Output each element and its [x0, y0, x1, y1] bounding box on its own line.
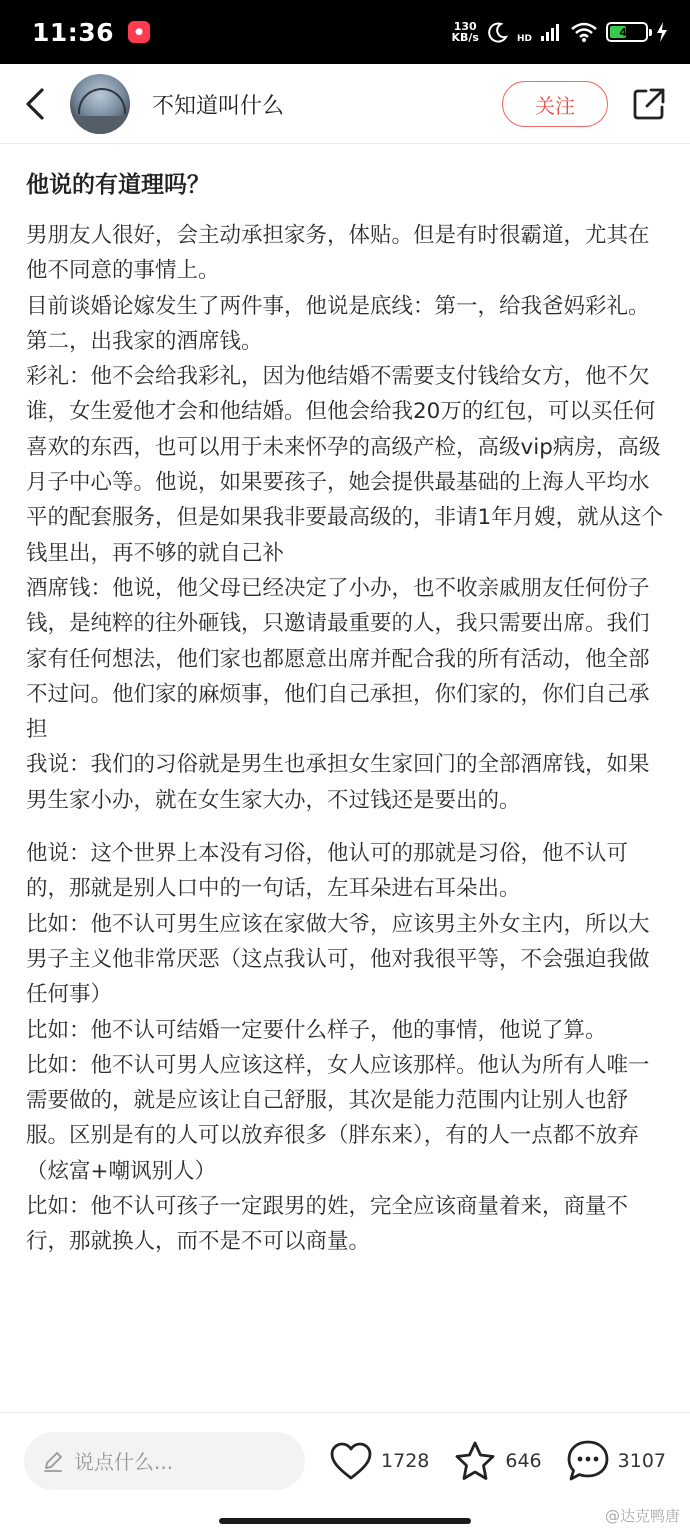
comment-button[interactable] [566, 1439, 666, 1483]
star-icon [453, 1440, 497, 1482]
post-paragraph: 比如：他不认可男生应该在家做大爷，应该男主外女主内，所以大男子主义他非常厌恶（这点我认可，他对我很平等，不会强迫我做任何事） [26, 911, 650, 1008]
share-button[interactable] [608, 64, 690, 144]
post-paragraph: 比如：他不认可男人应该这样，女人应该那样。他认为所有人唯一需要做的，就是应该让自己舒服，其次是能力范围内让别人也舒服。区别是有的人可以放弃很多（胖东来），有的人一点都不放弃（炫富+嘲讽别人） [26, 1052, 650, 1184]
post-body-section-2 [26, 836, 666, 1260]
comment-placeholder: 说点什么... [74, 1450, 174, 1474]
back-arrow-icon [23, 87, 47, 121]
comment-input[interactable] [24, 1432, 305, 1490]
home-indicator[interactable] [219, 1518, 471, 1524]
app-notification-icon: ● [128, 21, 150, 43]
top-nav [0, 64, 690, 144]
battery-level: 47 [619, 25, 635, 39]
back-button[interactable] [0, 64, 70, 144]
paragraph-gap [26, 818, 666, 836]
status-indicators [452, 20, 669, 44]
moon-icon [487, 21, 509, 43]
pencil-icon [42, 1450, 64, 1472]
post-paragraph: 男朋友人很好，会主动承担家务，体贴。但是有时很霸道，尤其在他不同意的事情上。 [26, 223, 650, 284]
nav-divider [0, 143, 690, 144]
network-speed-value: 130 [453, 20, 477, 33]
network-speed [452, 21, 479, 43]
post-title: 他说的有道理吗？ [26, 172, 210, 198]
avatar[interactable] [70, 74, 130, 134]
watermark: @达克鸭唐 [604, 1507, 680, 1525]
post-paragraph: 比如：他不认可结婚一定要什么样子，他的事情，他说了算。 [26, 1017, 607, 1043]
follow-button[interactable]: 关注 [502, 81, 608, 127]
author-username[interactable]: 不知道叫什么 [152, 93, 285, 119]
like-count: 1728 [381, 1449, 430, 1472]
post-content [26, 160, 666, 1260]
battery-icon [606, 22, 648, 42]
heart-icon [329, 1441, 373, 1481]
like-button[interactable] [329, 1441, 429, 1481]
post-paragraph: 我说：我们的习俗就是男生也承担女生家回门的全部酒席钱，如果男生家小办，就在女生家大办，不过钱还是要出的。 [26, 752, 650, 813]
status-bar [0, 0, 690, 64]
comment-count: 3107 [617, 1449, 666, 1472]
comment-bubble-icon [566, 1439, 610, 1483]
post-paragraph: 比如：他不认可孩子一定跟男的姓，完全应该商量着来，商量不行，那就换人，而不是不可以商量。 [26, 1194, 629, 1255]
charging-bolt-icon [656, 22, 668, 42]
cellular-signal-icon [540, 22, 562, 42]
share-icon [632, 87, 666, 121]
collect-button[interactable] [453, 1440, 541, 1482]
post-paragraph: 酒席钱：他说，他父母已经决定了小办，也不收亲戚朋友任何份子钱，是纯粹的往外砸钱，只邀请最重要的人，我只需要出席。我们家有任何想法，他们家也都愿意出席并配合我的所有活动，他全部不过问。他们家的麻烦事，他们自己承担，你们家的，你们自己承担 [26, 575, 650, 743]
wifi-icon [570, 21, 598, 43]
signal-hd-label: HD [516, 34, 532, 44]
collect-count: 646 [505, 1449, 542, 1472]
post-paragraph: 目前谈婚论嫁发生了两件事，他说是底线：第一，给我爸妈彩礼。第二，出我家的酒席钱。 [26, 293, 650, 354]
status-time: 11:36 [32, 17, 115, 47]
post-paragraph: 他说：这个世界上本没有习俗，他认可的那就是习俗，他不认可的，那就是别人口中的一句话，左耳朵进右耳朵出。 [26, 841, 629, 902]
post-paragraph: 彩礼：他不会给我彩礼，因为他结婚不需要支付钱给女方，他不欠谁，女生爱他才会和他结婚。但他会给我20万的红包，可以买任何喜欢的东西，也可以用于未来怀孕的高级产检，高级vip病房，高级月子中心等。他说，如果要孩子，她会提供最基础的上海人平均水平的配套服务，但是如果我非要最高级的，非请1年月嫂，就从这个钱里出，再不够的就自己补 [26, 364, 664, 566]
bottom-action-bar [0, 1412, 690, 1508]
network-speed-unit: KB/s [451, 31, 479, 44]
post-body-section-1 [26, 218, 666, 818]
